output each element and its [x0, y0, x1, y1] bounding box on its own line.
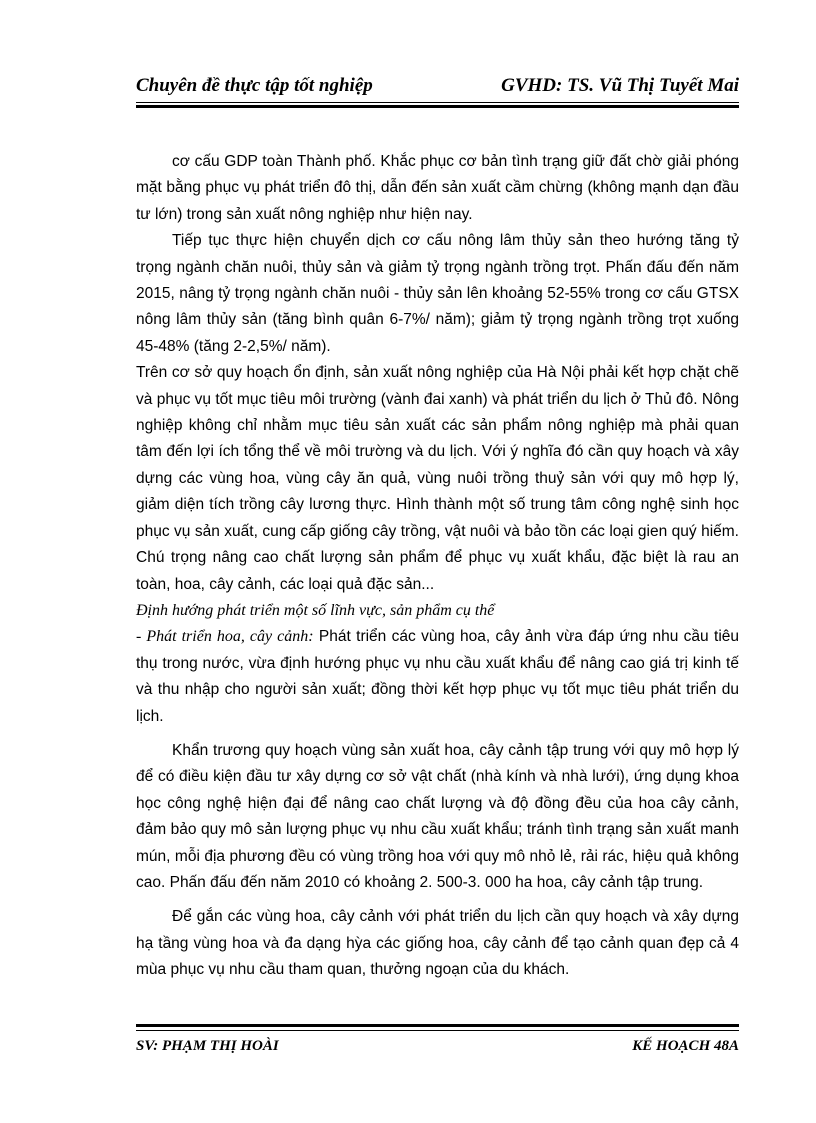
header-supervisor: GVHD: TS. Vũ Thị Tuyết Mai	[501, 75, 739, 96]
section-heading: Định hướng phát triển một số lĩnh vực, sản phẩm cụ thể	[136, 601, 495, 619]
list-item-text: Phát triển các vùng hoa, cây ảnh vừa đáp ứng nhu cầu tiêu thụ trong nước, vừa định hướng phục vụ nhu cầu xuất khẩu để nâng cao giá trị kinh tế và thu nhập cho người sản xuất; đồng thời kết hợp phục vụ tốt mục tiêu phát triển du lịch.	[136, 628, 739, 725]
footer-rule-thick	[136, 1024, 739, 1027]
paragraph-3: Trên cơ sở quy hoạch ổn định, sản xuất nông nghiệp của Hà Nội phải kết hợp chặt chẽ và phục vụ tốt mục tiêu môi trường (vành đai xanh) và phát triển du lịch ở Thủ đô. Nông nghiệp không chỉ nhằm mục tiêu sản xuất các sản phẩm nông nghiệp mà phải quan tâm đến lợi ích tổng thể về môi trường và du lịch. Với ý nghĩa đó cần quy hoạch và xây dựng các vùng hoa, vùng cây ăn quả, vùng nuôi trồng thuỷ sản với quy mô hợp lý, giảm diện tích trồng cây lương thực. Hình thành một số trung tâm công nghệ sinh học phục vụ sản xuất, cung cấp giống cây trồng, vật nuôi và bảo tồn các loại gien quý hiếm. Chú trọng nâng cao chất lượng sản phẩm để phục vụ xuất khẩu, đặc biệt là rau an toàn, hoa, cây cảnh, các loại quả đặc sản...	[136, 364, 739, 593]
page-header	[136, 70, 739, 100]
footer-rule-thin	[136, 1030, 739, 1031]
paragraph-5: Khẩn trương quy hoạch vùng sản xuất hoa, cây cảnh tập trung với quy mô hợp lý để có điều kiện đầu tư xây dựng cơ sở vật chất (nhà kính và nhà lưới), ứng dụng khoa học công nghệ hiện đại để nâng cao chất lượng và độ đồng đều của hoa cây cảnh, đảm bảo quy mô sản lượng phục vụ nhu cầu xuất khẩu; tránh tình trạng sản xuất manh mún, mỗi địa phương đều có vùng trồng hoa với quy mô nhỏ lẻ, rải rác, hiệu quả không cao. Phấn đấu đến năm 2010 có khoảng 2. 500-3. 000 ha hoa, cây cảnh tập trung.	[136, 741, 739, 891]
paragraph-1: cơ cấu GDP toàn Thành phố. Khắc phục cơ bản tình trạng giữ đất chờ giải phóng mặt bằng phục vụ phát triển đô thị, dẫn đến sản xuất cầm chừng (không mạnh dạn đầu tư lớn) trong sản xuất nông nghiệp như hiện nay.	[136, 153, 739, 223]
paragraph-2: Tiếp tục thực hiện chuyển dịch cơ cấu nông lâm thủy sản theo hướng tăng tỷ trọng ngành chăn nuôi, thủy sản và giảm tỷ trọng ngành trồng trọt. Phấn đấu đến năm 2015, nâng tỷ trọng ngành chăn nuôi - thủy sản lên khoảng 52-55% trong cơ cấu GTSX nông lâm thủy sản (tăng bình quân 6-7%/ năm); giảm tỷ trọng ngành trồng trọt xuống 45-48% (tăng 2-2,5%/ năm).	[136, 232, 739, 355]
paragraph-6: Để gắn các vùng hoa, cây cảnh với phát triển du lịch cần quy hoạch và xây dựng hạ tầng vùng hoa và đa dạng hỳa các giống hoa, cây cảnh để tạo cảnh quan đẹp cả 4 mùa phục vụ nhu cầu tham quan, thưởng ngoạn của du khách.	[136, 908, 739, 979]
footer-student-name: SV: PHẠM THỊ HOÀI	[136, 1038, 279, 1054]
page-footer	[136, 1034, 739, 1058]
header-rule-thin	[136, 102, 739, 103]
page-body	[136, 149, 739, 984]
header-rule-thick	[136, 105, 739, 108]
paragraph-4	[136, 624, 739, 730]
list-item-label: - Phát triển hoa, cây cảnh:	[136, 628, 314, 646]
header-document-title: Chuyên đề thực tập tốt nghiệp	[136, 75, 373, 96]
footer-class: KẾ HOẠCH 48A	[632, 1038, 739, 1054]
